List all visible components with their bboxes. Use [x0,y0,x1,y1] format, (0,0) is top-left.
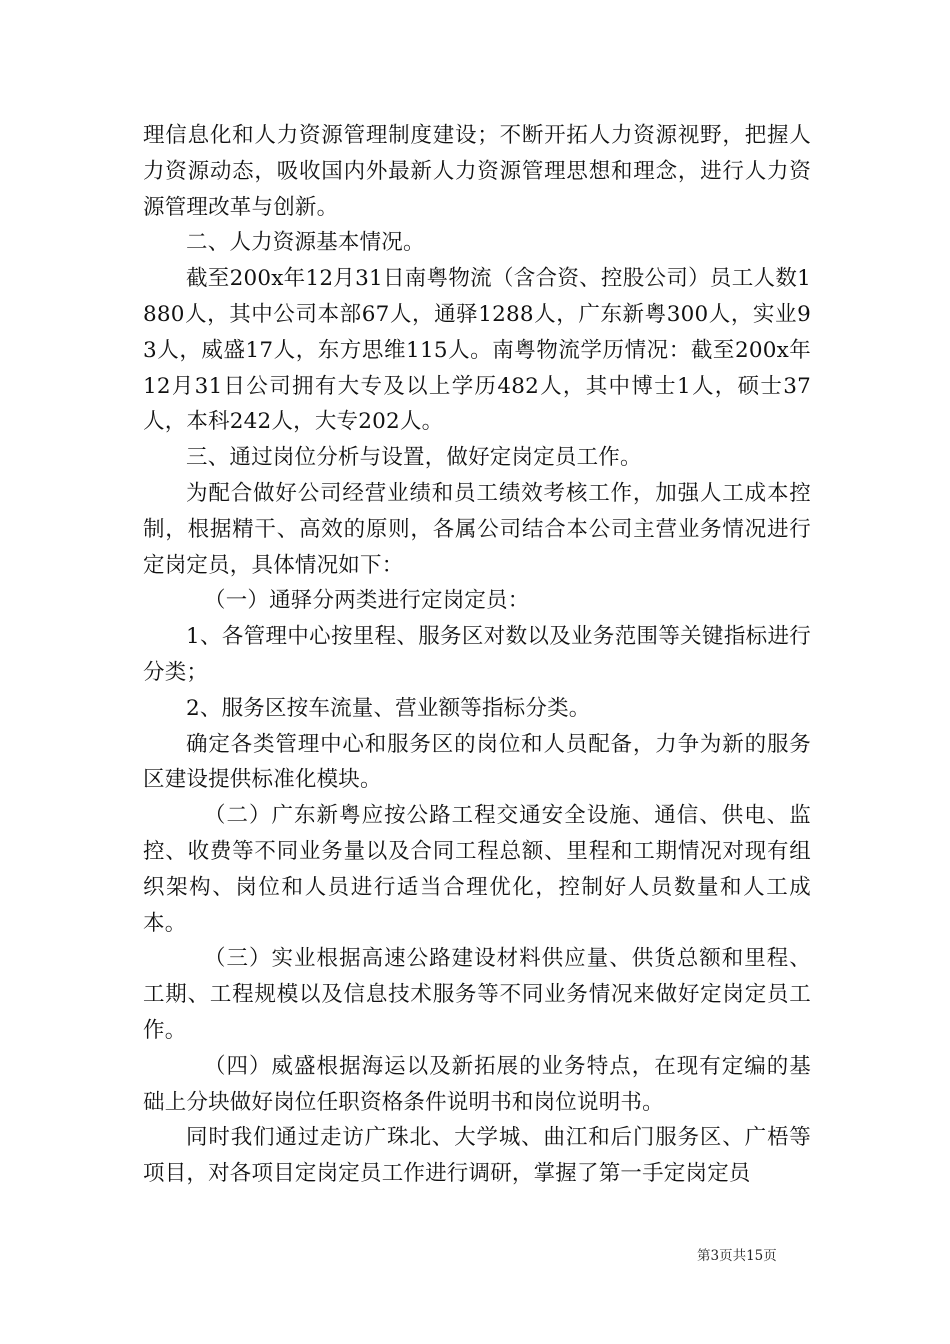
paragraph-weisheng: （四）威盛根据海运以及新拓展的业务特点，在现有定编的基础上分块做好岗位任职资格条件说明书和岗位说明书。 [143,1053,811,1115]
section-heading-3: 三、通过岗位分析与设置，做好定岗定员工作。 [186,445,642,471]
paragraph-standard-module: 确定各类管理中心和服务区的岗位和人员配备，力争为新的服务区建设提供标准化模块。 [143,731,811,793]
page-number-footer: 第3页共15页 [697,1248,777,1264]
paragraph-guangdong-xinyue: （二）广东新粤应按公路工程交通安全设施、通信、供电、监控、收费等不同业务量以及合同工程总额、里程和工期情况对现有组织架构、岗位和人员进行适当合理优化，控制好人员数量和人工成本。 [143,803,811,936]
paragraph-intro: 为配合做好公司经营业绩和员工绩效考核工作，加强人工成本控制，根据精干、高效的原则，各属公司结合本公司主营业务情况进行定岗定员，具体情况如下： [143,480,811,578]
paragraph-research: 同时我们通过走访广珠北、大学城、曲江和后门服务区、广梧等项目，对各项目定岗定员工作进行调研，掌握了第一手定岗定员 [143,1125,811,1187]
subheading-tongyi: （一）通驿分两类进行定岗定员： [204,588,530,614]
list-item-1: 1、各管理中心按里程、服务区对数以及业务范围等关键指标进行分类； [143,624,811,685]
list-item-2: 2、服务区按车流量、营业额等指标分类。 [186,695,591,721]
paragraph-staff-stats: 截至200x年12月31日南粤物流（含合资、控股公司）员工人数1880人，其中公司本部67人，通驿1288人，广东新粤300人，实业93人，威盛17人，东方思维115人。南粤物流学历情况：截至200x年12月31日公司拥有大专及以上学历482人，其中博士1人，硕士37人，本科242人，大专202人。 [143,266,811,435]
paragraph-industry: （三）实业根据高速公路建设材料供应量、供货总额和里程、工期、工程规模以及信息技术服务等不同业务情况来做好定岗定员工作。 [143,946,811,1043]
paragraph-continued: 理信息化和人力资源管理制度建设；不断开拓人力资源视野，把握人力资源动态，吸收国内外最新人力资源管理思想和理念，进行人力资源管理改革与创新。 [143,123,811,220]
section-heading-2: 二、人力资源基本情况。 [186,230,425,256]
document-body [143,118,811,1192]
